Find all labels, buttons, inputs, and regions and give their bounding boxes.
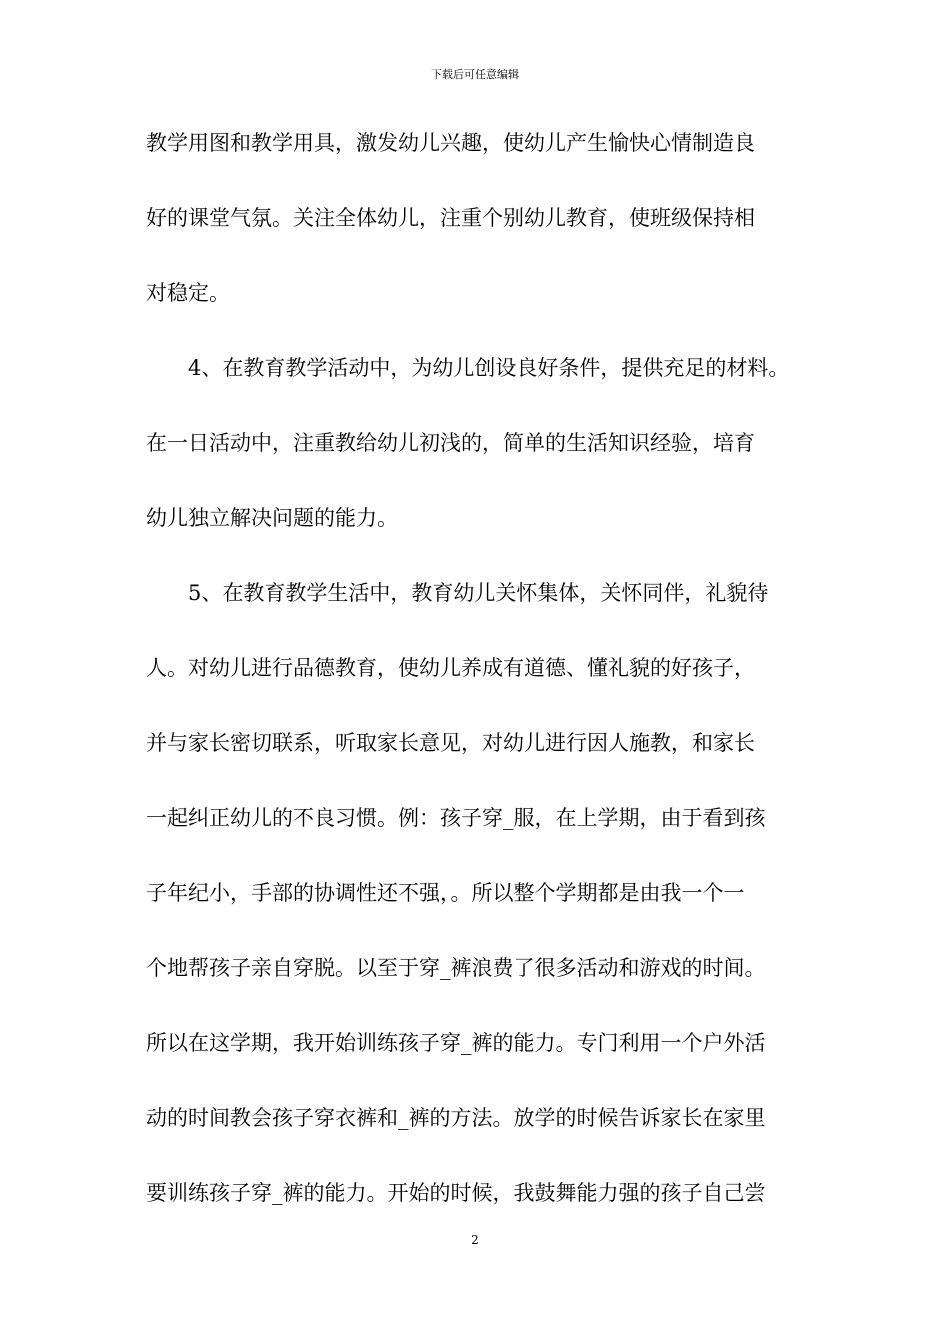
text-line: 要训练孩子穿_裤的能力。开始的时候，我鼓舞能力强的孩子自己尝 [146,1181,766,1205]
text-line: 所以在这学期，我开始训练孩子穿_裤的能力。专门利用一个户外活 [146,1031,766,1055]
text-line: 子年纪小，手部的协调性还不强，。所以整个学期都是由我一个一 [146,881,745,905]
text-line: 个地帮孩子亲自穿脱。以至于穿_裤浪费了很多活动和游戏的时间。 [146,956,766,980]
text-line: 幼儿独立解决问题的能力。 [146,506,398,530]
text-line: 对稳定。 [146,281,230,305]
text-line: 动的时间教会孩子穿衣裤和_裤的方法。放学的时候告诉家长在家里 [146,1106,766,1130]
text-line: 人。对幼儿进行品德教育，使幼儿养成有道德、懂礼貌的好孩子， [146,656,755,680]
text-line: 并与家长密切联系，听取家长意见，对幼儿进行因人施教，和家长 [146,731,755,755]
text-line: 好的课堂气氛。关注全体幼儿，注重个别幼儿教育，使班级保持相 [146,206,755,230]
paragraph-start-line: 5、在教育教学生活中，教育幼儿关怀集体，关怀同伴，礼貌待 [188,581,769,605]
page-header: 下载后可任意编辑 [431,68,519,81]
page-number: 2 [471,1233,479,1247]
text-line: 一起纠正幼儿的不良习惯。例：孩子穿_服，在上学期，由于看到孩 [146,806,766,830]
text-line: 在一日活动中，注重教给幼儿初浅的，简单的生活知识经验，培育 [146,431,755,455]
text-line: 教学用图和教学用具，激发幼儿兴趣，使幼儿产生愉快心情制造良 [146,131,755,155]
paragraph-start-line: 4、在教育教学活动中，为幼儿创设良好条件，提供充足的材料。 [188,356,790,380]
document-body [146,128,811,1253]
